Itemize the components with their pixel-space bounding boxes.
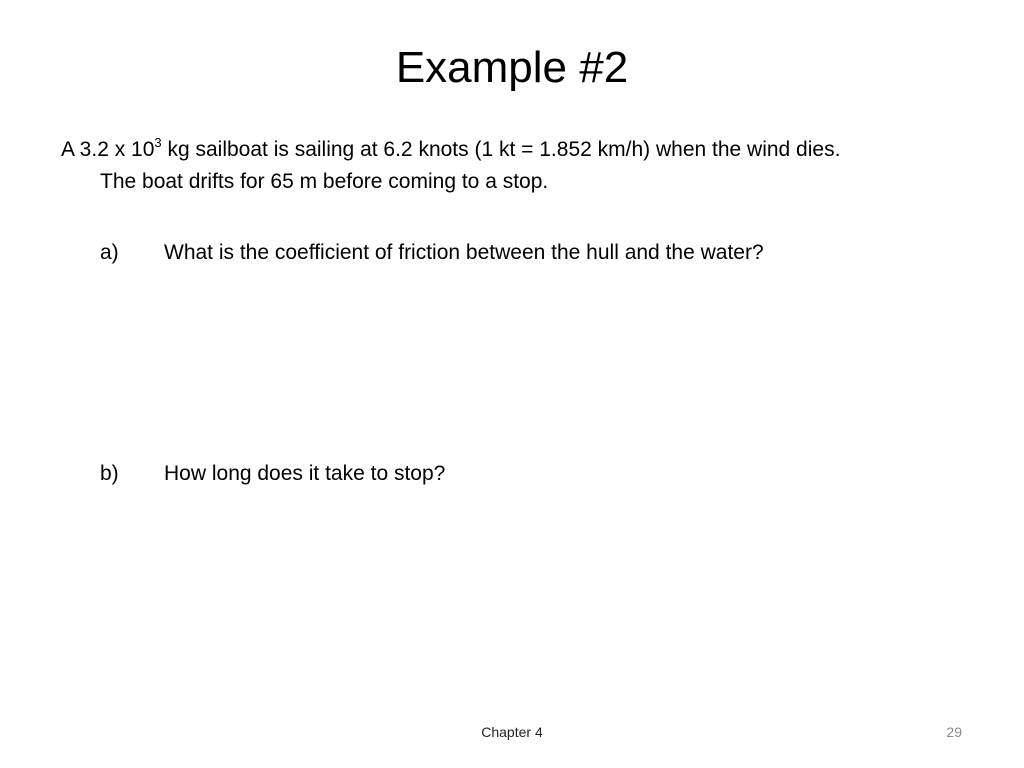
question-b — [100, 458, 445, 490]
question-a-text: What is the coefficient of friction between the hull and the water? — [164, 241, 764, 264]
question-a-marker: a) — [100, 241, 119, 264]
problem-paragraph — [61, 134, 961, 198]
question-b-text: How long does it take to stop? — [164, 462, 446, 485]
footer-page-number: 29 — [946, 724, 962, 740]
question-a — [100, 237, 764, 269]
footer-chapter: Chapter 4 — [481, 724, 543, 740]
problem-exponent: 3 — [154, 135, 162, 150]
problem-statement — [61, 134, 961, 198]
problem-text-rest: kg sailboat is sailing at 6.2 knots (1 kt = 1.852 km/h) when the wind dies. The boat drifts for 65 m before coming to a stop. — [100, 138, 841, 193]
question-b-marker: b) — [100, 462, 119, 485]
slide-title: Example #2 — [395, 43, 629, 92]
problem-text-start: A 3.2 x 10 — [61, 138, 155, 161]
